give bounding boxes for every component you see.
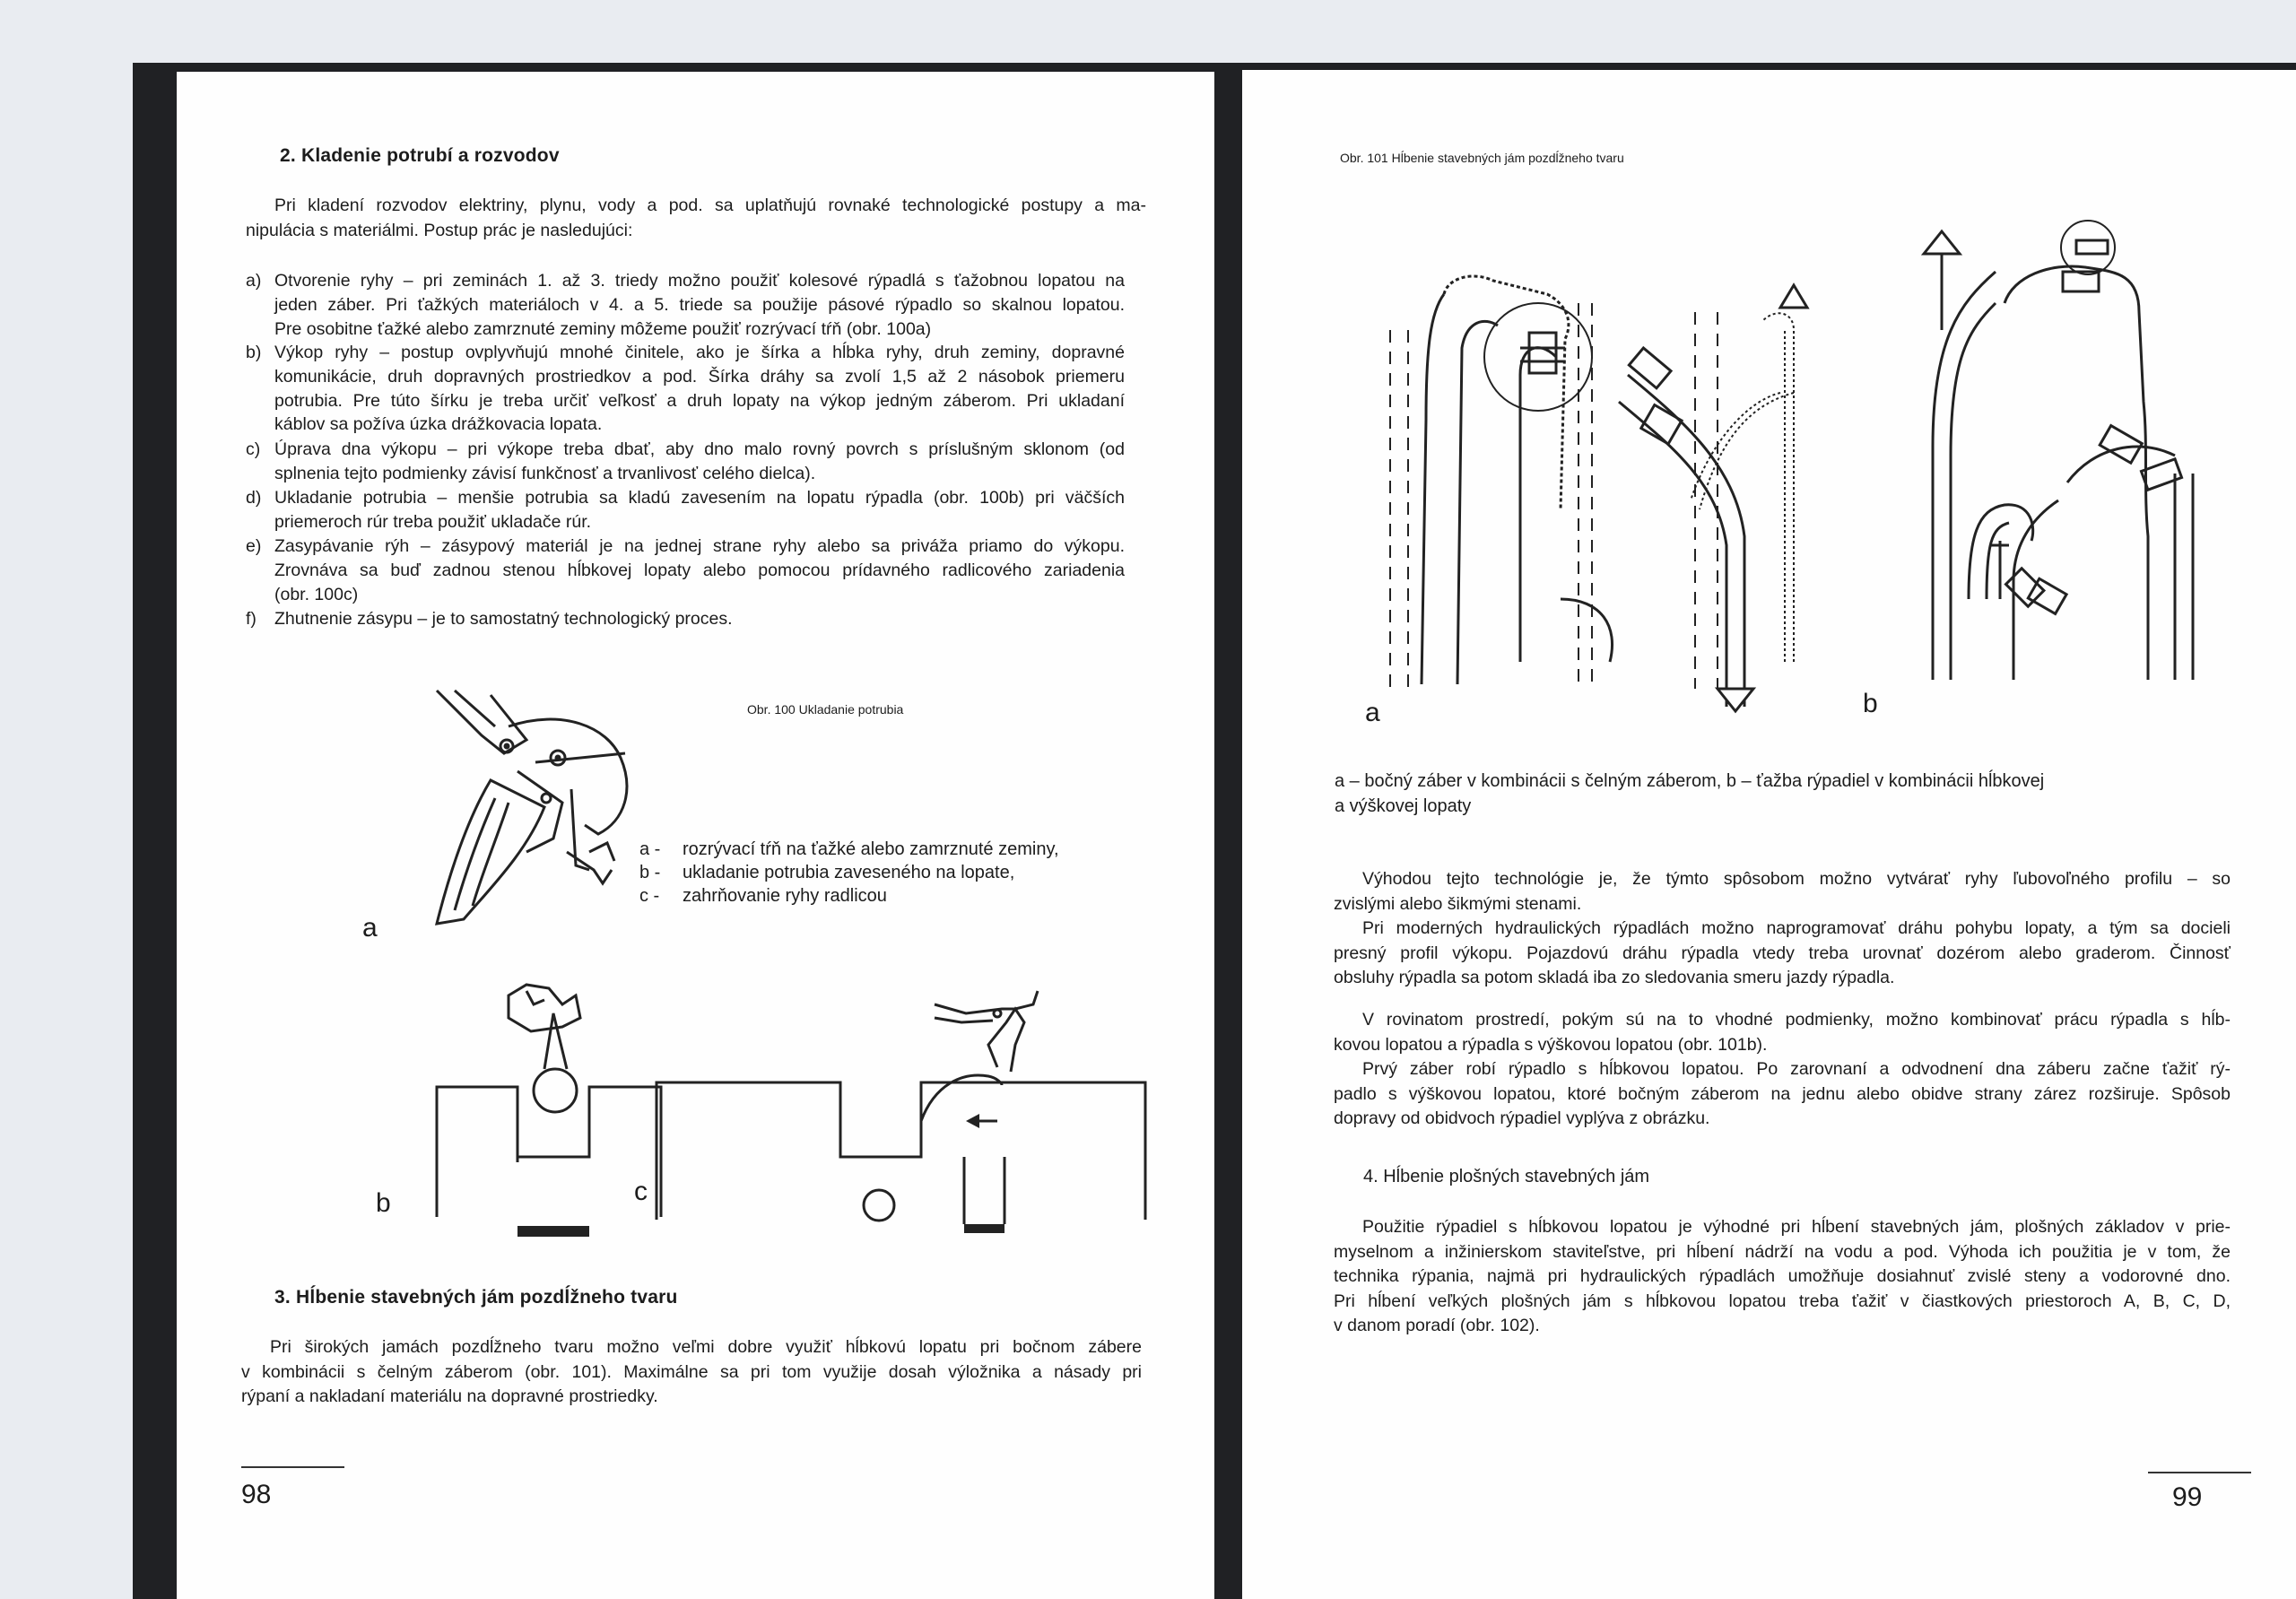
right-page	[1242, 70, 2296, 1599]
text-line: Pri hĺbení veľkých plošných jám s hĺbkovou lopatou treba ťažiť v čiastkových priestoroch A, B, C, D,	[1334, 1290, 2231, 1311]
fig100c-backfill-illustration	[657, 969, 1159, 1247]
legend-key: a -	[639, 839, 661, 859]
legend-item	[639, 838, 1059, 861]
list-item	[246, 534, 1125, 606]
fig100-caption: Obr. 100 Ukladanie potrubia	[747, 702, 904, 717]
text-line: jeden záber. Pri ťažkých materiáloch v 4. a 5. triede sa použije pásové rýpadlo so skalnou lopatou.	[274, 294, 1125, 315]
text-line: technika rýpania, najmä pri hydraulických rýpadlách umožňuje dosiahnuť zvislé steny a vodorovné dno.	[1334, 1266, 2231, 1286]
text-line: presný profil výkopu. Pojazdovú dráhu rýpadla vtedy treba urovnať dozérom alebo graderom. Činnosť	[1334, 943, 2231, 963]
text-line: a – bočný záber v kombinácii s čelným záberom, b – ťažba rýpadiel v kombinácii hĺbkovej	[1335, 771, 2045, 791]
section-3-heading: 3. Hĺbenie stavebných jám pozdĺžneho tvaru	[274, 1287, 678, 1308]
text-line: Výhodou tejto technológie je, že týmto spôsobom možno vytvárať ryhy ľubovoľného profilu – so	[1362, 869, 2231, 889]
text-line: potrubia. Pre túto šírku je treba určiť veľkosť a druh lopaty na výkop jedným záberom. Pri ukladaní	[274, 390, 1125, 411]
page-number: 98	[241, 1480, 272, 1509]
text-line: Pri moderných hydraulických rýpadlách možno naprogramovať dráhu pohybu lopaty, a tým sa docieli	[1362, 918, 2231, 938]
section-4-heading: 4. Hĺbenie plošných stavebných jám	[1363, 1167, 1650, 1186]
text-line: zvislými alebo šikmými stenami.	[1334, 893, 1582, 914]
text-line: Prvý záber robí rýpadlo s hĺbkovou lopatou. Po zarovnaní a odvodnení dna záberu začne ťažiť rý-	[1362, 1059, 2231, 1079]
text-line: dopravy od obidvoch rýpadiel vyplýva z obrázku.	[1334, 1108, 1710, 1128]
text-line: Zhutnenie zásypu – je to samostatný technologický proces.	[274, 609, 733, 629]
legend-key: c -	[639, 886, 660, 906]
list-marker: e)	[246, 536, 262, 556]
text-line: obsluhy rýpadla sa potom skladá iba zo sledovania smeru jazdy rýpadla.	[1334, 968, 1895, 987]
text-line: v danom poradí (obr. 102).	[1334, 1316, 1540, 1335]
text-line: Ukladanie potrubia – menšie potrubia sa kladú zavesením na lopatu rýpadla (obr. 100b) pri väčších	[274, 488, 1125, 508]
text-line: káblov sa požíva úzka drážkovacia lopata.	[274, 414, 603, 435]
text-line: (obr. 100c)	[274, 584, 359, 604]
section-3-paragraph	[241, 1335, 1142, 1410]
text-line: a výškovej lopaty	[1335, 795, 1472, 816]
fig100-letter-c: c	[634, 1177, 648, 1206]
list-marker: f)	[246, 609, 257, 629]
text-line: Zrovnáva sa buď zadnou stenou hĺbkovej lopaty alebo pomocou prídavného radlicového zariadenia	[274, 560, 1125, 580]
list-item	[246, 607, 1125, 631]
legend-text: ukladanie potrubia zaveseného na lopate,	[683, 863, 1015, 882]
fig100-legend	[639, 838, 1059, 908]
fig101-letter-b: b	[1863, 689, 1878, 718]
list-item	[246, 438, 1125, 486]
section-2-heading: 2. Kladenie potrubí a rozvodov	[280, 145, 560, 166]
text-line: Pre osobitne ťažké alebo zamrznuté zeminy môžeme použiť rozrývací tŕň (obr. 100a)	[274, 318, 932, 339]
left-page	[177, 72, 1214, 1599]
text-line: Pri širokých jamách pozdĺžneho tvaru možno veľmi dobre využiť hĺbkovú lopatu pri bočnom zábere	[270, 1337, 1142, 1357]
fig100-letter-a: a	[362, 913, 378, 943]
fig101b-hoe-and-shovel-combination-illustration	[1906, 222, 2247, 689]
text-line: Otvorenie ryhy – pri zeminách 1. až 3. triedy možno použiť kolesové rýpadlá s ťažobnou lopatou na	[274, 271, 1125, 291]
text-line: Výkop ryhy – postup ovplyvňujú mnohé činitele, ako je šírka a hĺbka ryhy, druh zeminy, dopravné	[274, 343, 1125, 362]
text-line: Úprava dna výkopu – pri výkope treba dbať, aby dno malo rovný povrch s príslušným sklonom (od	[274, 439, 1125, 459]
fig101a-side-and-front-cut-illustration	[1386, 240, 1807, 707]
text-line: Zasypávanie rýh – zásypový materiál je na jednej strane ryhy alebo sa priváža priamo do výkopu.	[274, 536, 1125, 556]
paragraph-combination	[1334, 1008, 2231, 1132]
list-item	[246, 486, 1125, 534]
footer-rule	[2148, 1472, 2251, 1473]
list-marker: d)	[246, 488, 262, 508]
legend-item	[639, 861, 1059, 884]
fig101-letter-a: a	[1365, 698, 1380, 727]
text-line: priemeroch rúr treba použiť ukladače rúr.	[274, 511, 592, 532]
text-line: Pri kladení rozvodov elektriny, plynu, vody a pod. sa uplatňujú rovnaké technologické postupy a ma-	[274, 196, 1146, 215]
fig100-letter-b: b	[376, 1188, 391, 1218]
paragraph-technology	[1334, 867, 2231, 991]
list-marker: c)	[246, 439, 261, 459]
text-line: myselnom a inžinierskom staviteľstve, pri hĺbení nádrží na vodu a pod. Výhoda ich použitia je v tom, že	[1334, 1241, 2231, 1262]
procedure-list	[246, 269, 1146, 717]
list-marker: a)	[246, 271, 262, 291]
text-line: v kombinácii s čelným záberom (obr. 101). Maximálne sa pri tom využije dosah výložnika a násady pri	[241, 1361, 1142, 1382]
legend-key: b -	[639, 863, 661, 882]
text-line: Použitie rýpadiel s hĺbkovou lopatou je výhodné pri hĺbení stavebných jám, plošných základov v prie-	[1362, 1217, 2231, 1237]
fig101-description	[1335, 769, 2142, 819]
text-line: komunikácie, druh dopravných prostriedkov a pod. Šírka dráhy sa zvolí 1,5 až 2 násobok priemeru	[274, 366, 1125, 387]
fig101-caption: Obr. 101 Hĺbenie stavebných jám pozdĺžneho tvaru	[1340, 151, 1624, 165]
text-line: V rovinatom prostredí, pokým sú na to vhodné podmienky, možno kombinovať prácu rýpadla s hĺb-	[1362, 1010, 2231, 1030]
legend-item	[639, 884, 1059, 908]
text-line: rýpaní a nakladaní materiálu na dopravné prostriedky.	[241, 1386, 658, 1406]
text-line: splnenia tejto podmienky závisí funkčnosť a trvanlivosť celého dielca).	[274, 463, 816, 483]
legend-text: zahrňovanie ryhy radlicou	[683, 886, 887, 906]
footer-rule	[241, 1466, 344, 1468]
list-item	[246, 269, 1125, 341]
legend-text: rozrývací tŕň na ťažké alebo zamrznuté zeminy,	[683, 839, 1059, 859]
paragraph-area-pits	[1334, 1215, 2231, 1339]
list-marker: b)	[246, 343, 262, 362]
text-line: padlo s výškovou lopatou, ktoré bočným záberom na jednu alebo obidve strany zárez rozširuje. Spôsob	[1334, 1083, 2231, 1104]
intro-paragraph	[246, 194, 1146, 243]
text-line: nipulácia s materiálmi. Postup prác je nasledujúci:	[246, 220, 633, 240]
list-item	[246, 341, 1125, 438]
text-line: kovou lopatou a rýpadla s výškovou lopatou (obr. 101b).	[1334, 1034, 1768, 1055]
page-number: 99	[2172, 1482, 2203, 1512]
